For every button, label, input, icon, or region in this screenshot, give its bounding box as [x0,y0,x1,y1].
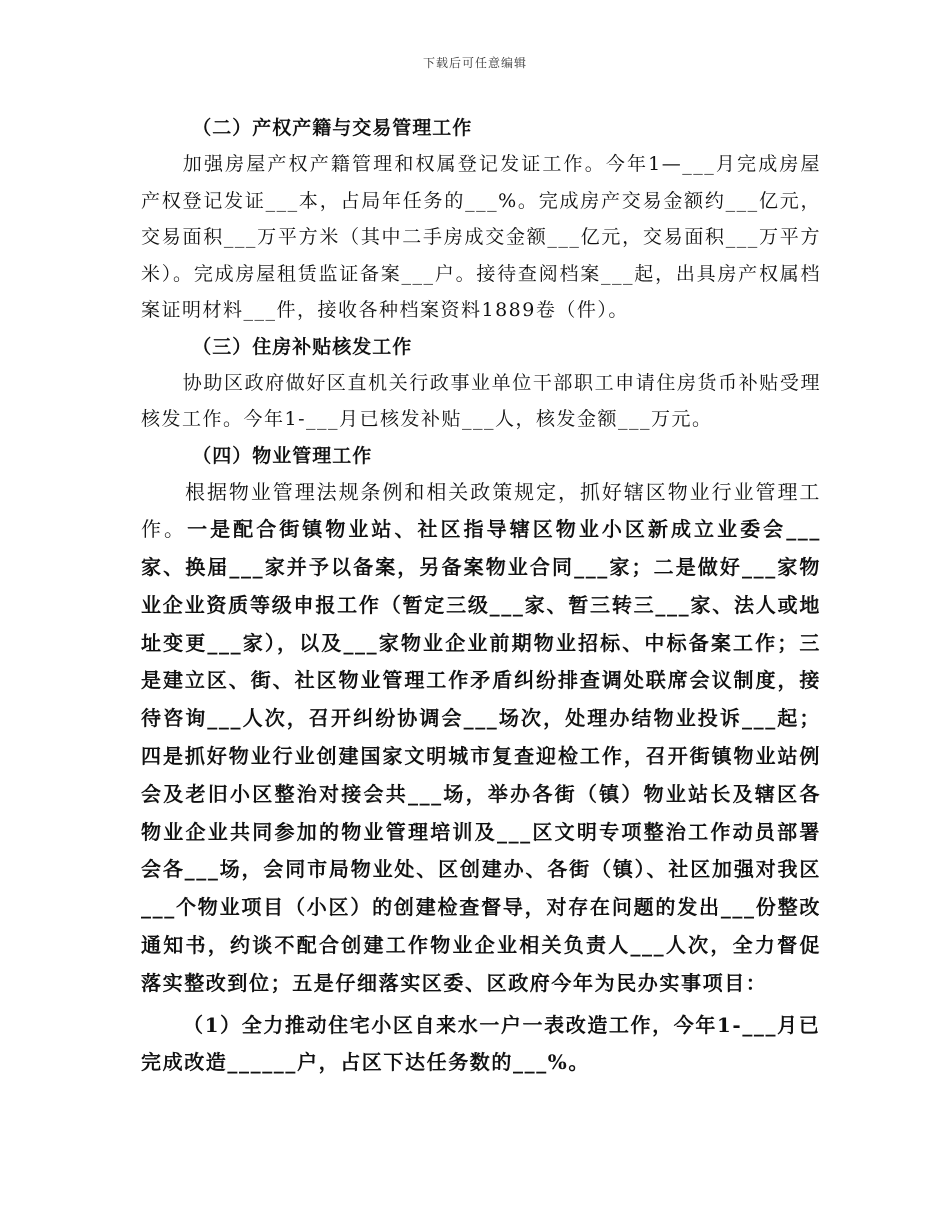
section-heading-housing-subsidy: （三）住房补贴核发工作 [192,335,413,358]
page-header-note: 下载后可任意编辑 [422,56,527,70]
paragraph-property-rights: 加强房屋产权产籍管理和权属登记发证工作。今年1—___月完成房屋产权登记发证___本，占局年任务的___%。完成房产交易金额约___亿元，交易面积___万平方米（其中二手房成交金额___亿元，交易面积___万平方米）。完成房屋租赁监证备案___户。接待查阅档案___起，出具房产权属档案证明材料___件，接收各种档案资料1889卷（件）。 [141,153,821,321]
section-heading-property-rights: （二）产权产籍与交易管理工作 [192,117,473,139]
section-heading-property-management: （四）物业管理工作 [192,444,373,467]
document-body [141,110,821,1101]
paragraph-property-management [141,474,821,1003]
list-item-water-meter: （1）全力推动住宅小区自来水一户一表改造工作，今年1-___月已完成改造______户，占区下达任务数的___%。 [141,1012,821,1074]
paragraph-housing-subsidy: 协助区政府做好区直机关行政事业单位干部职工申请住房货币补贴受理核发工作。今年1-___月已核发补贴___人，核发金额___万元。 [141,371,821,430]
paragraph-lead: 根据物业管理法规条例和相关政策规定，抓好辖区物业行业管理工作。 [141,479,821,542]
paragraph-main: 一是配合街镇物业站、社区指导辖区物业小区新成立业委会___家、换届___家并予以备案，另备案物业合同___家；二是做好___家物业企业资质等级申报工作（暂定三级___家、暂三转三___家、法人或地址变更___家），以及___家物业企业前期物业招标、中标备案工作；三是建立区、街、社区物业管理工作矛盾纠纷排查调处联席会议制度，接待咨询___人次，召开纠纷协调会___场次，处理办结物业投诉___起；四是抓好物业行业创建国家文明城市复查迎检工作，召开街镇物业站例会及老旧小区整治对接会共___场，举办各街（镇）物业站长及辖区各物业企业共同参加的物业管理培训及___区文明专项整治工作动员部署会各___场，会同市局物业处、区创建办、各街（镇）、社区加强对我区___个物业项目（小区）的创建检查督导，对存在问题的发出___份整改通知书，约谈不配合创建工作物业企业相关负责人___人次，全力督促落实整改到位；五是仔细落实区委、区政府今年为民办实事项目： [141,517,821,995]
